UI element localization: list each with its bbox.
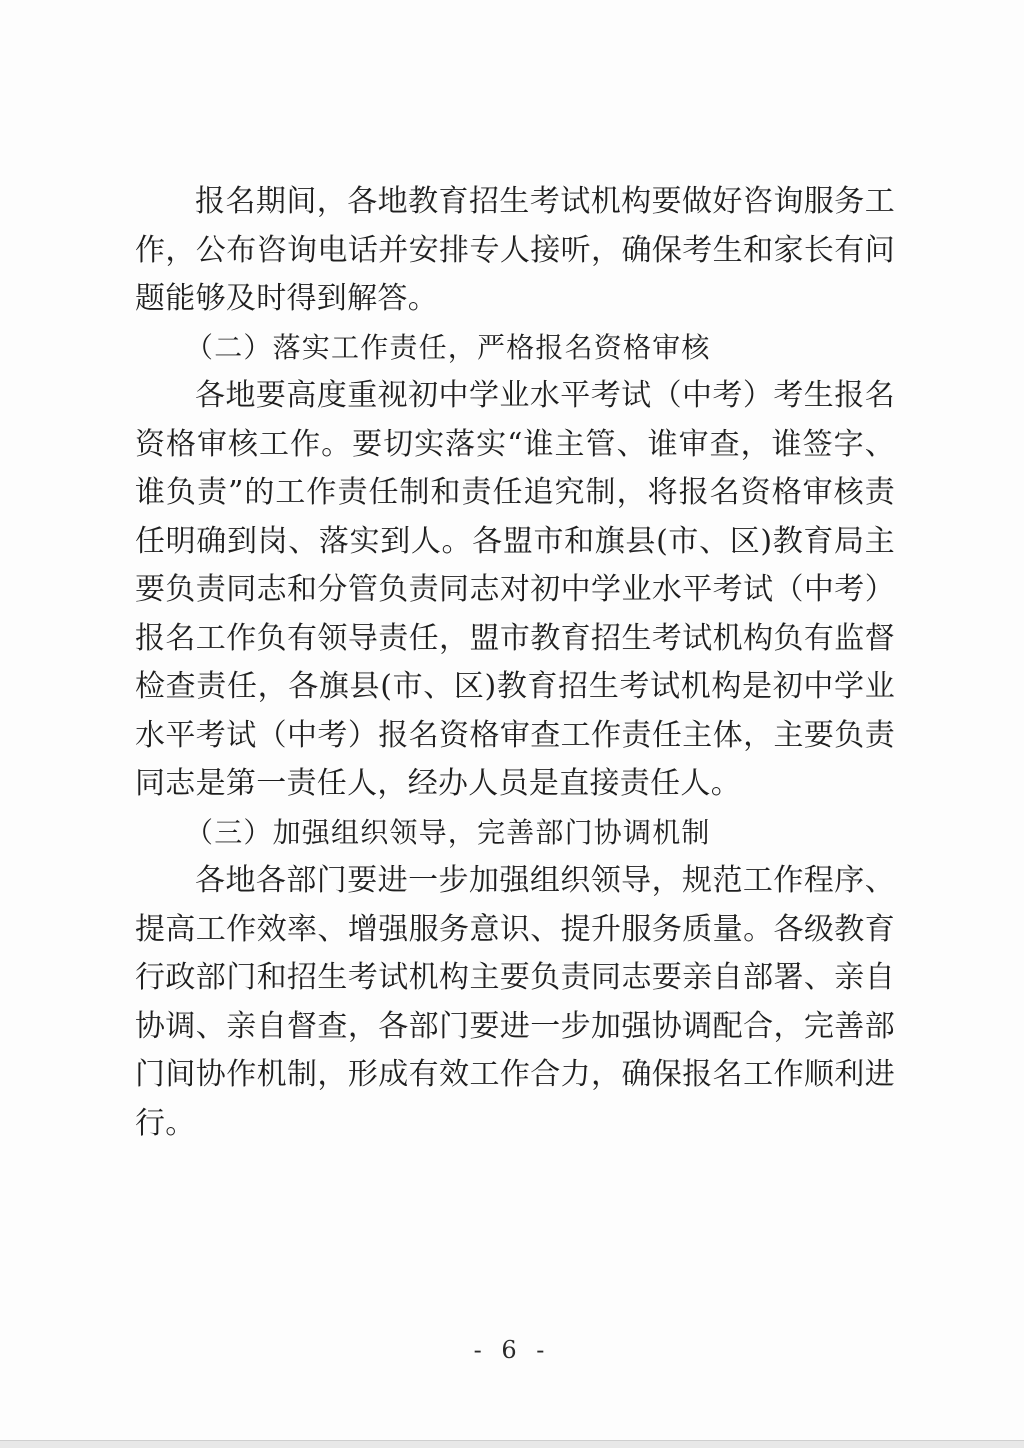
section-heading-3: （三）加强组织领导，完善部门协调机制 [185,815,711,849]
page-number: - 6 - [473,1336,551,1364]
paragraph-responsibility: 各地要高度重视初中学业水平考试（中考）考生报名资格审核工作。要切实落实“谁主管、谁审查，谁签字、谁负责”的工作责任制和责任追究制，将报名资格审核责任明确到岗、落实到人。各盟市和旗县(市、区)教育局主要负责同志和分管负责同志对初中学业水平考试（中考）报名工作负有领导责任，盟市教育招生考试机构负有监督检查责任，各旗县(市、区)教育招生考试机构是初中学业水平考试（中考）报名资格审查工作责任主体，主要负责同志是第一责任人，经办人员是直接责任人。 [135,378,895,801]
paragraph-consultation: 报名期间，各地教育招生考试机构要做好咨询服务工作，公布咨询电话并安排专人接听，确保考生和家长有问题能够及时得到解答。 [135,184,895,316]
section-heading-2: （二）落实工作责任，严格报名资格审核 [185,330,711,364]
paragraph-coordination: 各地各部门要进一步加强组织领导，规范工作程序、提高工作效率、增强服务意识、提升服务质量。各级教育行政部门和招生考试机构主要负责同志要亲自部署、亲自协调、亲自督查，各部门要进一步加强协调配合，完善部门间协作机制，形成有效工作合力，确保报名工作顺利进行。 [135,863,895,1141]
document-body [135,178,895,1148]
